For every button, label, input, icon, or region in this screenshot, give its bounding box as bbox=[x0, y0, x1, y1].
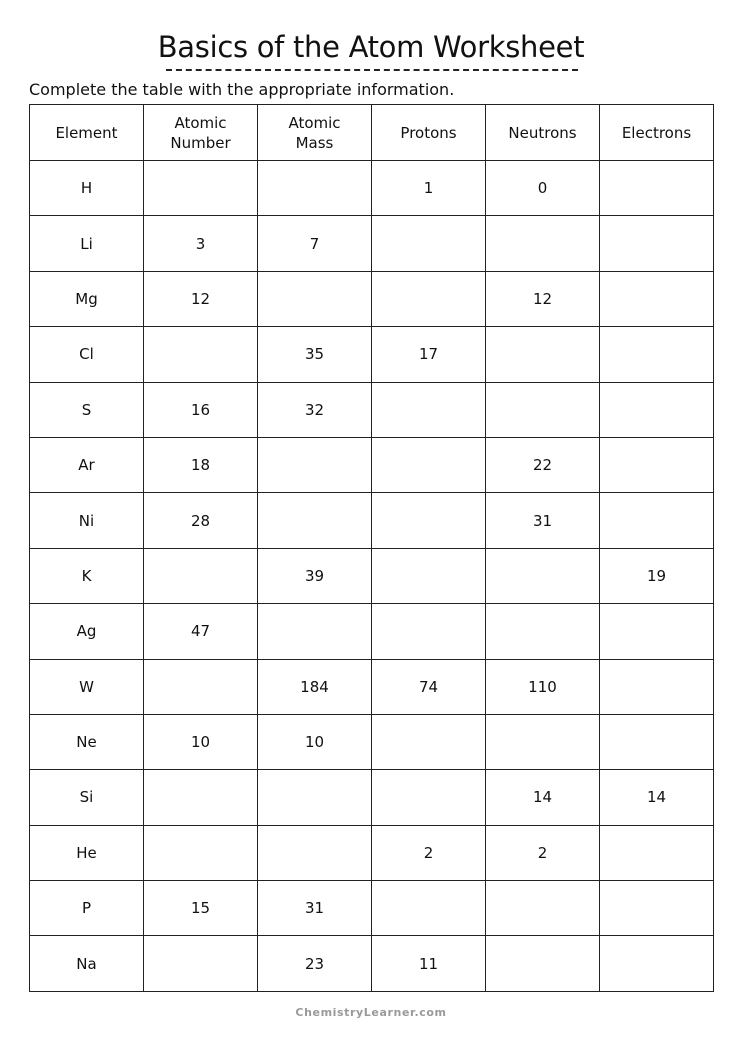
cell-protons[interactable]: 17 bbox=[372, 327, 486, 382]
cell-element: K bbox=[30, 548, 144, 603]
cell-atomic-number[interactable]: 18 bbox=[144, 437, 258, 492]
cell-atomic-number[interactable]: 10 bbox=[144, 714, 258, 769]
cell-electrons[interactable] bbox=[600, 271, 714, 326]
cell-neutrons[interactable]: 0 bbox=[486, 161, 600, 216]
table-row bbox=[30, 659, 714, 714]
header-label: Electrons bbox=[621, 123, 692, 142]
cell-protons[interactable] bbox=[372, 437, 486, 492]
header-label: Atomic bbox=[288, 113, 341, 132]
cell-atomic-number[interactable]: 3 bbox=[144, 216, 258, 271]
cell-atomic-mass[interactable] bbox=[258, 770, 372, 825]
cell-atomic-mass[interactable]: 39 bbox=[258, 548, 372, 603]
table-body bbox=[30, 161, 714, 992]
cell-element: Mg bbox=[30, 271, 144, 326]
cell-element: Ni bbox=[30, 493, 144, 548]
cell-neutrons[interactable] bbox=[486, 216, 600, 271]
cell-electrons[interactable]: 19 bbox=[600, 548, 714, 603]
cell-atomic-mass[interactable] bbox=[258, 493, 372, 548]
cell-atomic-number[interactable] bbox=[144, 161, 258, 216]
cell-electrons[interactable] bbox=[600, 659, 714, 714]
table-row bbox=[30, 271, 714, 326]
cell-atomic-number[interactable] bbox=[144, 825, 258, 880]
cell-protons[interactable] bbox=[372, 382, 486, 437]
cell-atomic-mass[interactable] bbox=[258, 161, 372, 216]
table-row bbox=[30, 216, 714, 271]
instructions-text: Complete the table with the appropriate information. bbox=[29, 80, 455, 99]
cell-element: Cl bbox=[30, 327, 144, 382]
cell-electrons[interactable] bbox=[600, 825, 714, 880]
header-element bbox=[30, 105, 144, 161]
table-row bbox=[30, 770, 714, 825]
cell-protons[interactable]: 2 bbox=[372, 825, 486, 880]
cell-atomic-number[interactable]: 12 bbox=[144, 271, 258, 326]
table-header bbox=[30, 105, 714, 161]
cell-element: Na bbox=[30, 936, 144, 991]
cell-atomic-number[interactable]: 15 bbox=[144, 881, 258, 936]
cell-element: Ag bbox=[30, 604, 144, 659]
cell-neutrons[interactable]: 22 bbox=[486, 437, 600, 492]
table-row bbox=[30, 604, 714, 659]
table-row bbox=[30, 714, 714, 769]
cell-atomic-mass[interactable]: 31 bbox=[258, 881, 372, 936]
cell-element: Li bbox=[30, 216, 144, 271]
header-protons bbox=[372, 105, 486, 161]
cell-atomic-number[interactable] bbox=[144, 936, 258, 991]
cell-protons[interactable] bbox=[372, 770, 486, 825]
header-neutrons bbox=[486, 105, 600, 161]
cell-protons[interactable]: 1 bbox=[372, 161, 486, 216]
header-label: Atomic bbox=[174, 113, 227, 132]
cell-atomic-number[interactable]: 28 bbox=[144, 493, 258, 548]
cell-protons[interactable]: 11 bbox=[372, 936, 486, 991]
table-row bbox=[30, 382, 714, 437]
cell-atomic-number[interactable] bbox=[144, 327, 258, 382]
cell-atomic-mass[interactable] bbox=[258, 437, 372, 492]
cell-neutrons[interactable] bbox=[486, 936, 600, 991]
cell-atomic-mass[interactable]: 32 bbox=[258, 382, 372, 437]
cell-protons[interactable]: 74 bbox=[372, 659, 486, 714]
cell-element: H bbox=[30, 161, 144, 216]
cell-element: W bbox=[30, 659, 144, 714]
table-row bbox=[30, 161, 714, 216]
cell-neutrons[interactable] bbox=[486, 604, 600, 659]
cell-electrons[interactable] bbox=[600, 437, 714, 492]
cell-protons[interactable] bbox=[372, 493, 486, 548]
cell-neutrons[interactable] bbox=[486, 382, 600, 437]
cell-atomic-number[interactable] bbox=[144, 770, 258, 825]
cell-neutrons[interactable]: 31 bbox=[486, 493, 600, 548]
header-label: Protons bbox=[400, 123, 457, 142]
cell-atomic-number[interactable]: 47 bbox=[144, 604, 258, 659]
cell-atomic-number[interactable]: 16 bbox=[144, 382, 258, 437]
header-atomic-mass bbox=[258, 105, 372, 161]
cell-protons[interactable] bbox=[372, 881, 486, 936]
cell-neutrons[interactable]: 12 bbox=[486, 271, 600, 326]
cell-protons[interactable] bbox=[372, 714, 486, 769]
cell-atomic-mass[interactable]: 7 bbox=[258, 216, 372, 271]
cell-electrons[interactable] bbox=[600, 881, 714, 936]
cell-electrons[interactable] bbox=[600, 382, 714, 437]
header-atomic-number bbox=[144, 105, 258, 161]
cell-electrons[interactable] bbox=[600, 161, 714, 216]
worksheet-title: Basics of the Atom Worksheet bbox=[157, 30, 585, 64]
cell-atomic-mass[interactable]: 184 bbox=[258, 659, 372, 714]
table-row bbox=[30, 437, 714, 492]
cell-protons[interactable] bbox=[372, 216, 486, 271]
cell-protons[interactable] bbox=[372, 271, 486, 326]
cell-element: P bbox=[30, 881, 144, 936]
cell-neutrons[interactable]: 110 bbox=[486, 659, 600, 714]
table-row bbox=[30, 825, 714, 880]
cell-electrons[interactable] bbox=[600, 216, 714, 271]
footer-source: ChemistryLearner.com bbox=[295, 1006, 447, 1019]
cell-electrons[interactable] bbox=[600, 493, 714, 548]
cell-element: Ne bbox=[30, 714, 144, 769]
cell-atomic-mass[interactable] bbox=[258, 604, 372, 659]
cell-atomic-number[interactable] bbox=[144, 659, 258, 714]
cell-element: Ar bbox=[30, 437, 144, 492]
cell-protons[interactable] bbox=[372, 604, 486, 659]
cell-atomic-number[interactable] bbox=[144, 548, 258, 603]
cell-element: Si bbox=[30, 770, 144, 825]
table-row bbox=[30, 936, 714, 991]
cell-electrons[interactable] bbox=[600, 604, 714, 659]
cell-neutrons[interactable]: 14 bbox=[486, 770, 600, 825]
cell-neutrons[interactable] bbox=[486, 327, 600, 382]
cell-protons[interactable] bbox=[372, 548, 486, 603]
cell-atomic-mass[interactable]: 23 bbox=[258, 936, 372, 991]
cell-atomic-mass[interactable] bbox=[258, 271, 372, 326]
header-row bbox=[30, 105, 714, 161]
header-label: Number bbox=[170, 133, 231, 152]
title-dashed-underline bbox=[166, 69, 578, 71]
header-label: Neutrons bbox=[508, 123, 577, 142]
cell-neutrons[interactable] bbox=[486, 548, 600, 603]
cell-electrons[interactable] bbox=[600, 327, 714, 382]
cell-electrons[interactable] bbox=[600, 714, 714, 769]
atom-table bbox=[29, 104, 714, 992]
cell-element: He bbox=[30, 825, 144, 880]
table-row bbox=[30, 881, 714, 936]
cell-neutrons[interactable]: 2 bbox=[486, 825, 600, 880]
cell-atomic-mass[interactable] bbox=[258, 825, 372, 880]
cell-electrons[interactable] bbox=[600, 936, 714, 991]
table-row bbox=[30, 327, 714, 382]
header-label: Mass bbox=[295, 133, 334, 152]
header-electrons bbox=[600, 105, 714, 161]
cell-atomic-mass[interactable]: 10 bbox=[258, 714, 372, 769]
cell-neutrons[interactable] bbox=[486, 881, 600, 936]
table-row bbox=[30, 493, 714, 548]
cell-element: S bbox=[30, 382, 144, 437]
table-row bbox=[30, 548, 714, 603]
header-label: Element bbox=[55, 123, 118, 142]
cell-atomic-mass[interactable]: 35 bbox=[258, 327, 372, 382]
cell-electrons[interactable]: 14 bbox=[600, 770, 714, 825]
cell-neutrons[interactable] bbox=[486, 714, 600, 769]
